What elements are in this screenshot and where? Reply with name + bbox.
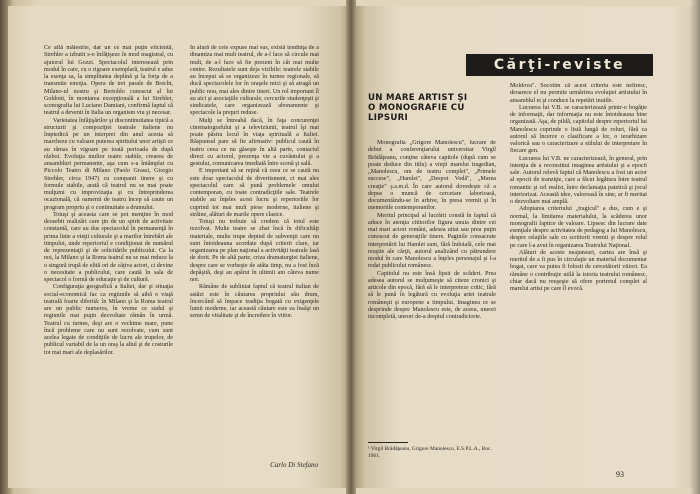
- paragraph: Lucrarea lui V.B. se caracterizează printr-o bogăţie de informaţii, dar informaţia nu este întotdeauna bine organizată. Aşa, de pildă, capitolul despre repertoriul lui Manolescu cuprinde o listă lungă de roluri, fără ca autorul să încerce o clasificare a lor, o ierarhizare valorică sau o caracterizare a stilului de interpretare în fiecare gen.: [510, 104, 647, 155]
- right-page-column-2: [510, 83, 647, 461]
- footnote-divider: [368, 442, 408, 443]
- paragraph: În afară de cele expuse mai sus, există tendinţa de a dinamiza mai mult teatrul, de a-l face să circule mai mult, de a-l face să fie prezent în cât mai multe centre. Rezultatele sunt deja vizibile: teatrele stabile au început să se organizeze în turnee regionale, să ducă spectacolele lor în oraşele mici şi să atragă un public nou, mai ales dintre tineri. Un rol important îl au aici şi asociaţiile culturale, cercurile studenţeşti şi sindicatele, care organizează abonamente şi spectacole la preţuri reduse.: [190, 45, 319, 117]
- paragraph: E important să se reţină că ceea ce se caută nu este doar spectacolul de divertisment, ci mai ales spectacolul care să pună problemele omului contemporan, cu toate contradicţiile sale. Teatrele stabile au înţeles acest lucru şi repertoriile lor cuprind tot mai mult piese moderne, italiene şi străine, alături de marile opere clasice.: [190, 168, 319, 218]
- page-edge-shadow: [690, 0, 700, 494]
- page-number: 93: [616, 470, 624, 479]
- paragraph: Ce află măiestrie, dar un ce mai puţin eficientă, Strehler a izbutit s-o înfăţişeze în mod magistral, cu ajutorul lui Gozzi. Spectacolul interesează prin modul în care, cu o rigoare exemplară, teatrul e adus la esenţa sa, la simplitatea deplină şi la forţa de a transmite emoţia. Opera de trei parale de Brecht, Milano-ul nostru şi Bertoldo cunoscut al lui Goldoni, în montarea excepţională a lui Strehler, scenografia lui Luciano Damiani, confirmă faptul că teatrul a devenit în Italia un organism viu şi necesar.: [44, 45, 173, 117]
- left-page-column-2: [190, 45, 319, 445]
- paragraph: Totuşi şi aceasta care se pot menţine în mod deosebit realizări care ţin de un spirit de activitate constantă, care au dus spectacolul în permanenţă în prima linie a vieţii culturale şi a marilor întrebări ale timpului, unde repertoriul e condiţionat de numărul de reprezentaţii şi de solicitările publicului. Ca la noi, la Milano şi la Roma teatrul nu se mai reduce la o singură trupă de elită ori de câţiva actori, ci devine o necesitate a publicului, care caută în sala de spectacol o formă de educaţie şi de cultură.: [44, 211, 173, 283]
- paragraph: Varietatea înfăţişărilor şi discontinuitatea tipică a structurii şi compoziţiei teatrale italiene nu împiedică pe un interpret din anul acesta să marcheze cu valoare puterea spiritului unor artişti ce au rămas în vigoare pe toată perioada de după război. Evoluţia multor teatre stabile, crearea de ansambluri permanente, aşa cum s-a întâmplat cu Piccolo Teatro di Milano (Paolo Grassi, Giorgio Strehler, circa 1947) cu companii tinere şi cu formule stabile, arată că teatrul nu se mai poate mulţumi cu improvizaţia şi cu întreprinderea ocazională, că oamenii de teatru încep să caute un program propriu şi o continuitate a drumului.: [44, 117, 173, 211]
- book-gutter: [346, 0, 356, 494]
- paragraph: Adoptarea criteriului „tragicul" a dus, cum e şi normal, la limitarea materialului, la scăderea unor monografii faptice de valoare. Lipsesc din lucrare date esenţiale despre activitatea de pedagog a lui Manolescu, despre relaţiile sale cu scriitorii vremii şi despre rolul pe care l-a avut în organizarea Teatrului Naţional.: [510, 206, 647, 249]
- paragraph: Capitolul nu este însă lipsit de scăderi. Prea adesea autorul se mulţumeşte să citeze cronici şi articole din epocă, fără să le interpreteze critic, fără să le pună în legătură cu evoluţia artei teatrale româneşti şi europene a timpului. Imaginea ce se desprinde despre Manolescu este, de aceea, uneori incompletă, uneori de-a dreptul contradictorie.: [368, 270, 496, 320]
- paragraph: Totuşi nu trebuie să credem că totul este rezolvat. Multe teatre se zbat încă în dificultăţi materiale, multe trupe depind de subvenţii care nu sunt întotdeauna acordate după criterii clare, iar organizarea pe plan naţional a activităţii teatrale lasă de dorit. Pe de altă parte, criza dramaturgiei italiene, despre care se vorbeşte de atâta timp, nu a fost încă depăşită, deşi au apărut în ultimii ani câteva nume noi.: [190, 219, 319, 283]
- paragraph: Monografia „Grigore Manolescu", lucrare de debut a conferenţiarului universitar Virgil Brădăţeanu, conţine câteva capitole (după cum se poate deduce din titlu) a vieţii marelui tragedian, „Manolescu, om de teatru complet", „Primele succese", „Hamlet", „Despot Vodă", „Marea creaţie" ş.a.m.d. În care autorul dovedeşte că a depus o muncă de cercetare laborioasă, documentându-se în arhive, în presa vremii şi în memoriile contemporanilor.: [368, 140, 496, 212]
- paragraph: Meritul principal al lucrării constă în faptul că aduce în atenţia cititorilor figura unuia dintre cei mai mari actori români, adesea uitat sau prea puţin cunoscut de generaţiile tinere. Paginile consacrate interpretării lui Hamlet sunt, fără îndoială, cele mai reuşite ale cărţii, autorul analizând cu pătrundere modul în care Manolescu a înţeles personajul şi l-a redat publicului românesc.: [368, 212, 496, 270]
- footnote: ¹ Virgil Brădăţeanu, Grigore Manolescu, E.S.P.L.A., Buc. 1961.: [368, 446, 492, 459]
- paragraph: Moldova". Socotim că acest criteriu este nefiresc, deoarece el nu permite urmărirea evoluţiei artistului în ansamblul ei şi conduce la repetări inutile.: [510, 83, 647, 104]
- paragraph: Mulţi se întreabă dacă, în faţa concurenţei cinematografului şi a televiziunii, teatrul îşi mai poate păstra locul în viaţa spirituală a Italiei. Răspunsul pare să fie afirmativ: publicul caută în teatru ceea ce nu găseşte în altă parte, contactul direct cu actorul, prezenţa vie a cuvântului şi a gestului, comunicarea imediată între scenă şi sală.: [190, 117, 319, 167]
- section-header-label: Cărţi-reviste: [493, 57, 626, 73]
- article-title: UN MARE ARTIST ŞI O MONOGRAFIE CU LIPSURI: [368, 93, 468, 123]
- paragraph: Rămâne de subliniat faptul că teatrul italian de astăzi este în căutarea propriului său drum, încercând să împace tradiţia bogată cu exigenţele lumii moderne, iar această căutare este ea însăşi un semn de vitalitate şi de încredere în viitor.: [190, 284, 319, 320]
- author-signature: Carlo Di Stefano: [270, 461, 318, 469]
- paragraph: Configuraţia geografică a Italiei, dar şi situaţia social-economică fac ca regiunile să aibă o viaţă teatrală foarte diferită: în Milano şi la Roma teatrul are un public numeros, în vreme ce sudul şi regiunile mai puţin dezvoltate rămân în urmă. Teatrul cu turnee, deşi are o vechime mare, pune încă probleme care nu sunt rezolvate, cum sunt acelea legate de condiţiile de lucru ale trupelor, de publicul variabil de la un oraş la altul şi de costurile tot mai mari ale deplasărilor.: [44, 284, 173, 356]
- section-header: [466, 54, 653, 76]
- paragraph: Alături de aceste neajunsuri, cartea are însă şi meritul de a fi pus în circulaţie un material documentar bogat, care va putea fi folosit de cercetătorii viitori. Ea rămâne o contribuţie utilă la istoria teatrului românesc, chiar dacă nu reuşeşte să ofere portretul complet al marelui artist pe care îl evocă.: [510, 249, 647, 292]
- left-page-column-1: [44, 45, 173, 457]
- paragraph: Lucrarea lui V.B. ne caracterizează, în general, prin intenţia de a reconstitui imaginea artistului şi a epocii sale. Autorul relevă faptul că Manolescu a fost un actor al epocii de tranziţie, care a făcut legătura între teatrul romantic şi cel realist, între declamaţia patetică şi jocul interiorizat. Această idee, valoroasă în sine, ar fi meritat o dezvoltare mai amplă.: [510, 155, 647, 205]
- right-page-column-1: [368, 140, 496, 438]
